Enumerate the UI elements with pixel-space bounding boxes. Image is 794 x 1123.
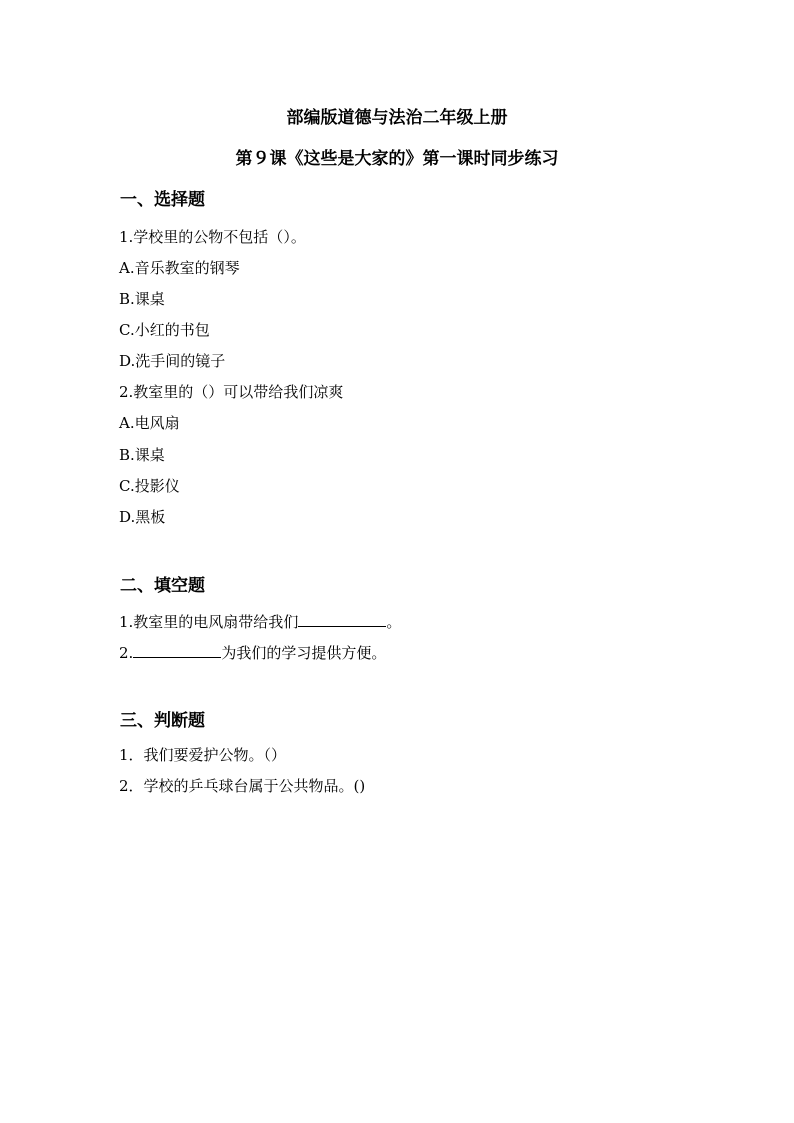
answer-option: A.音乐教室的钢琴	[119, 259, 240, 277]
answer-option: B.课桌	[119, 446, 165, 464]
answer-option: B.课桌	[119, 290, 165, 308]
fill-question	[119, 643, 386, 662]
question-stem: 1.学校里的公物不包括（）。	[119, 228, 306, 246]
question-stem: 2.教室里的（）可以带给我们凉爽	[119, 383, 344, 401]
document-title: 部编版道德与法治二年级上册	[286, 108, 508, 128]
fill-question-suffix: 为我们的学习提供方便。	[221, 644, 387, 662]
answer-option: C.投影仪	[119, 477, 180, 495]
answer-option: D.洗手间的镜子	[119, 352, 226, 370]
section-heading-judge: 三、判断题	[120, 711, 205, 731]
answer-option: C.小红的书包	[119, 321, 210, 339]
judge-question: 2．学校的乒乓球台属于公共物品。()	[119, 777, 366, 795]
fill-question	[119, 612, 401, 631]
lesson-title: 第９课《这些是大家的》第一课时同步练习	[235, 149, 559, 169]
answer-option: A.电风扇	[119, 414, 180, 432]
fill-question-prefix: 2.	[119, 644, 134, 662]
answer-blank[interactable]	[298, 612, 386, 627]
answer-blank[interactable]	[133, 643, 221, 658]
fill-question-suffix: 。	[386, 613, 402, 631]
section-heading-fill: 二、填空题	[120, 576, 205, 596]
judge-question: 1．我们要爱护公物。（）	[119, 746, 287, 764]
section-heading-choice: 一、选择题	[120, 190, 205, 210]
fill-question-prefix: 1.教室里的电风扇带给我们	[119, 613, 299, 631]
answer-option: D.黑板	[119, 508, 166, 526]
